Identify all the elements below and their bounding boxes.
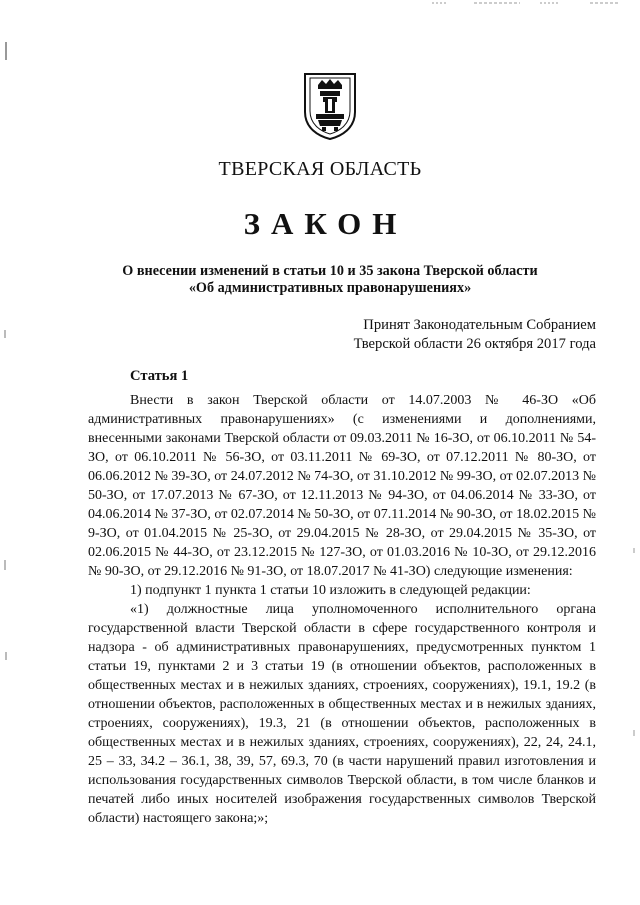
article-body bbox=[88, 391, 596, 828]
region-name: ТВЕРСКАЯ ОБЛАСТЬ bbox=[218, 158, 422, 180]
article-heading: Статья 1 bbox=[130, 368, 189, 384]
coat-of-arms-emblem bbox=[302, 72, 358, 140]
amendment-item-1: 1) подпункт 1 пункта 1 статьи 10 изложить в следующей редакции: bbox=[130, 583, 531, 598]
adoption-line2: Тверской области 26 октября 2017 года bbox=[353, 336, 596, 352]
amendment-quote: «1) должностные лица уполномоченного исполнительного органа государственной власти Тверской области в сфере государственного контроля и надзора - об административных правонарушениях, предусмотренных пунктом 1 статьи 19, пунктами 2 и 3 статьи 19 (в отношении объектов, расположенных в общественных местах и в нежилых зданиях, строениях, сооружениях), 19.1, 19.2 (в отношении объектов, расположенных в общественных местах и в нежилых зданиях, строениях, сооружениях), 19.3, 21 (в отношении объектов, расположенных в общественных местах и в нежилых зданиях, строениях, сооружениях), 22, 24, 24.1, 25 – 33, 34.2 – 36.1, 38, 39, 57, 69.3, 70 (в части нарушений правил изготовления и использования государственных символов Тверской области, в том числе бланков и печатей либо иных носителей изображения государственных символов Тверской области) настоящего закона;»; bbox=[88, 602, 596, 826]
adoption-line1: Принят Законодательным Собранием bbox=[363, 317, 596, 333]
adoption-note bbox=[354, 316, 596, 354]
law-subject-line2: «Об административных правонарушениях» bbox=[188, 280, 472, 296]
article-intro-paragraph: Внести в закон Тверской области от 14.07.2003 № 46-ЗО «Об административных правонарушениях» (с изменениями и дополнениями, внесенными законами Тверской области от 09.03.2011 № 16-ЗО, от 06.10.2011 № 54-ЗО, от 06.10.2011 № 56-ЗО, от 03.11.2011 № 69-ЗО, от 07.12.2011 № 80-ЗО, от 06.06.2012 № 39-ЗО, от 24.07.2012 № 74-ЗО, от 31.10.2012 № 99-ЗО, от 02.07.2013 № 50-ЗО, от 17.07.2013 № 67-ЗО, от 12.11.2013 № 94-ЗО, от 04.06.2014 № 33-ЗО, от 04.06.2014 № 37-ЗО, от 02.07.2014 № 50-ЗО, от 07.11.2014 № 90-ЗО, от 18.02.2015 № 9-ЗО, от 01.04.2015 № 25-ЗО, от 29.04.2015 № 28-ЗО, от 29.04.2015 № 35-ЗО, от 02.06.2015 № 44-ЗО, от 23.12.2015 № 127-ЗО, от 01.03.2016 № 10-ЗО, от 29.12.2016 № 90-ЗО, от 29.12.2016 № 91-ЗО, от 18.07.2017 № 41-ЗО) следующие изменения: bbox=[88, 393, 596, 579]
document-type-title: ЗАКОН bbox=[243, 206, 408, 241]
law-subject bbox=[60, 263, 600, 297]
law-subject-line1: О внесении изменений в статьи 10 и 35 закона Тверской области bbox=[122, 263, 538, 279]
